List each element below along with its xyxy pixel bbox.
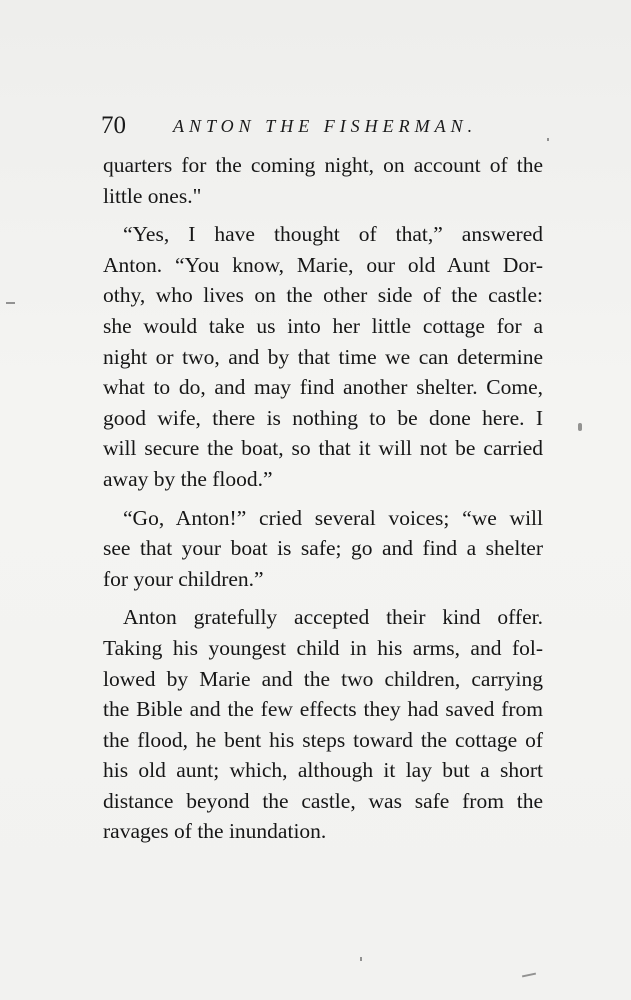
text-line: will secure the boat, so that it will not be carried bbox=[103, 436, 543, 461]
text-line: his old aunt; which, although it lay but a short bbox=[103, 758, 543, 783]
body-text bbox=[103, 150, 543, 847]
text-line: she would take us into her little cottage for a bbox=[103, 313, 543, 338]
text-line: what to do, and may find another shelter. Come, bbox=[103, 375, 543, 400]
text-line: the flood, he bent his steps toward the cottage of bbox=[103, 727, 543, 752]
page-number: 70 bbox=[101, 112, 126, 139]
text-line: away by the flood.” bbox=[103, 466, 273, 491]
text-line: see that your boat is safe; go and find a shelter bbox=[103, 536, 543, 561]
paragraph-first-line: “Go, Anton!” cried several voices; “we will bbox=[123, 505, 543, 530]
text-line: little ones." bbox=[103, 183, 202, 208]
text-line: Anton. “You know, Marie, our old Aunt Dor- bbox=[103, 252, 543, 277]
paragraph-first-line: Anton gratefully accepted their kind offer. bbox=[123, 605, 543, 630]
text-line: distance beyond the castle, was safe from the bbox=[103, 788, 543, 813]
scan-speck bbox=[547, 138, 549, 141]
text-line: ravages of the inundation. bbox=[103, 819, 327, 844]
text-line: Taking his youngest child in his arms, and fol- bbox=[103, 635, 543, 660]
scan-speck bbox=[360, 957, 362, 961]
scan-speck bbox=[578, 423, 582, 431]
page-header bbox=[101, 112, 521, 146]
running-title: ANTON THE FISHERMAN. bbox=[173, 116, 478, 136]
text-line: lowed by Marie and the two children, carrying bbox=[103, 666, 543, 691]
paragraph-first-line: “Yes, I have thought of that,” answered bbox=[123, 222, 543, 247]
text-line: for your children.” bbox=[103, 566, 264, 591]
text-line: othy, who lives on the other side of the castle: bbox=[103, 283, 543, 308]
text-line: quarters for the coming night, on account of the bbox=[103, 153, 543, 177]
scan-speck bbox=[522, 973, 536, 978]
text-line: the Bible and the few effects they had saved from bbox=[103, 697, 543, 722]
scan-speck bbox=[6, 302, 15, 304]
text-line: good wife, there is nothing to be done here. I bbox=[103, 405, 543, 430]
text-line: night or two, and by that time we can determine bbox=[103, 344, 543, 369]
